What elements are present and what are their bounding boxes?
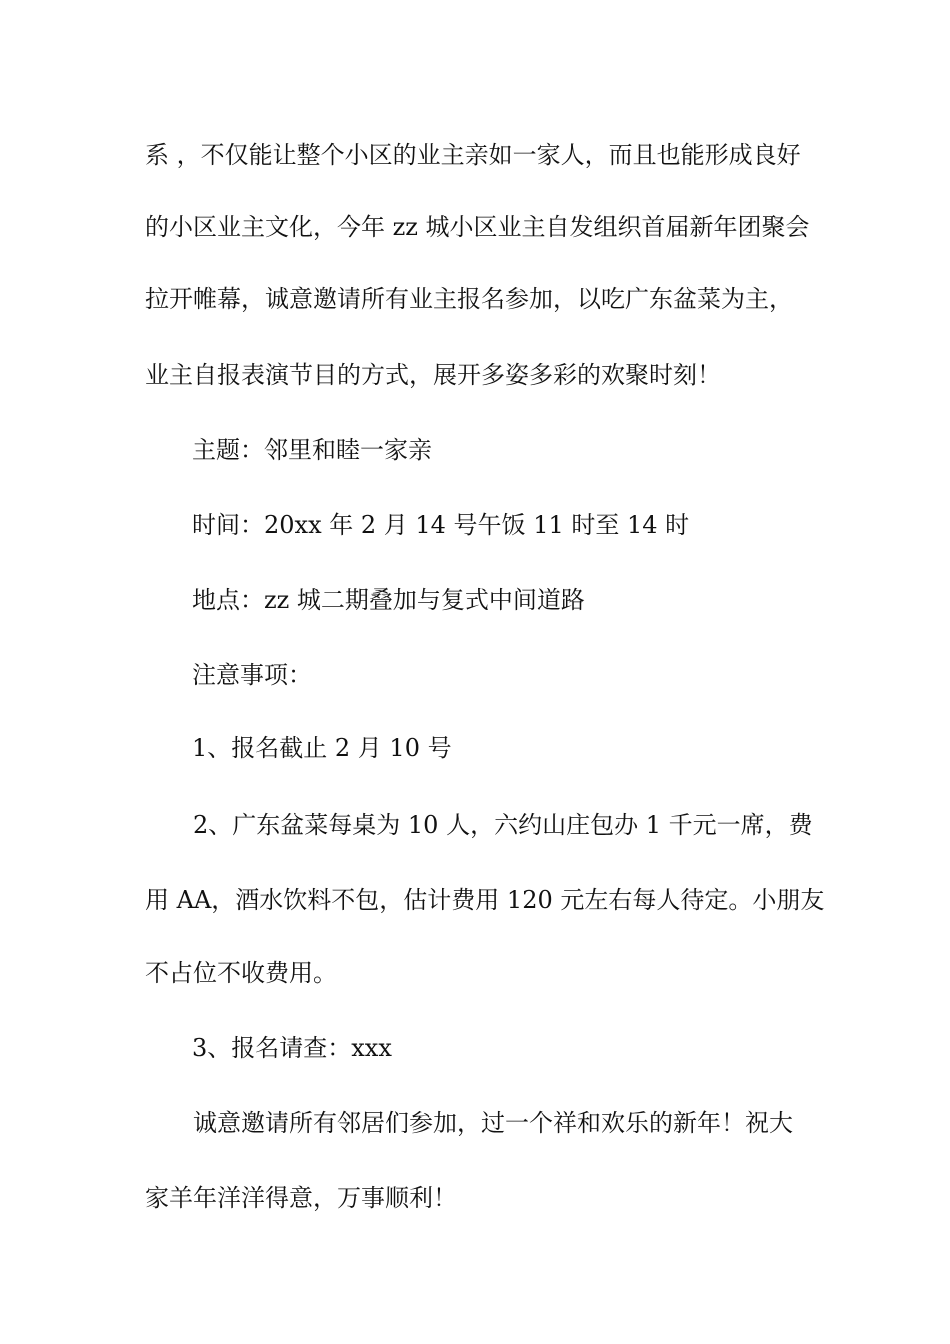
note-item-2-line-3: 不占位不收费用。 [145, 959, 337, 987]
location-line: 地点：zz 城二期叠加与复式中间道路 [192, 586, 585, 614]
time-line: 时间：20xx 年 2 月 14 号午饭 11 时至 14 时 [192, 511, 690, 539]
notes-heading: 注意事项： [192, 661, 312, 689]
paragraph-line-4: 业主自报表演节目的方式，展开多姿多彩的欢聚时刻！ [145, 361, 721, 389]
note-item-1: 1、报名截止 2 月 10 号 [192, 734, 452, 762]
note-item-2-line-1: 2、广东盆菜每桌为 10 人，六约山庄包办 1 千元一席，费 [193, 811, 813, 839]
paragraph-line-2: 的小区业主文化，今年 zz 城小区业主自发组织首届新年团聚会 [145, 213, 810, 241]
note-item-3: 3、报名请查：xxx [192, 1034, 392, 1062]
paragraph-line-3: 拉开帷幕，诚意邀请所有业主报名参加，以吃广东盆菜为主， [145, 285, 793, 313]
paragraph-line-1: 系 ，不仅能让整个小区的业主亲如一家人，而且也能形成良好 [145, 141, 801, 169]
closing-line-2: 家羊年洋洋得意，万事顺利！ [145, 1184, 457, 1212]
theme-line: 主题：邻里和睦一家亲 [192, 436, 432, 464]
note-item-2-line-2: 用 AA，酒水饮料不包，估计费用 120 元左右每人待定。小朋友 [145, 886, 825, 914]
closing-line-1: 诚意邀请所有邻居们参加，过一个祥和欢乐的新年！祝大 [193, 1109, 793, 1137]
